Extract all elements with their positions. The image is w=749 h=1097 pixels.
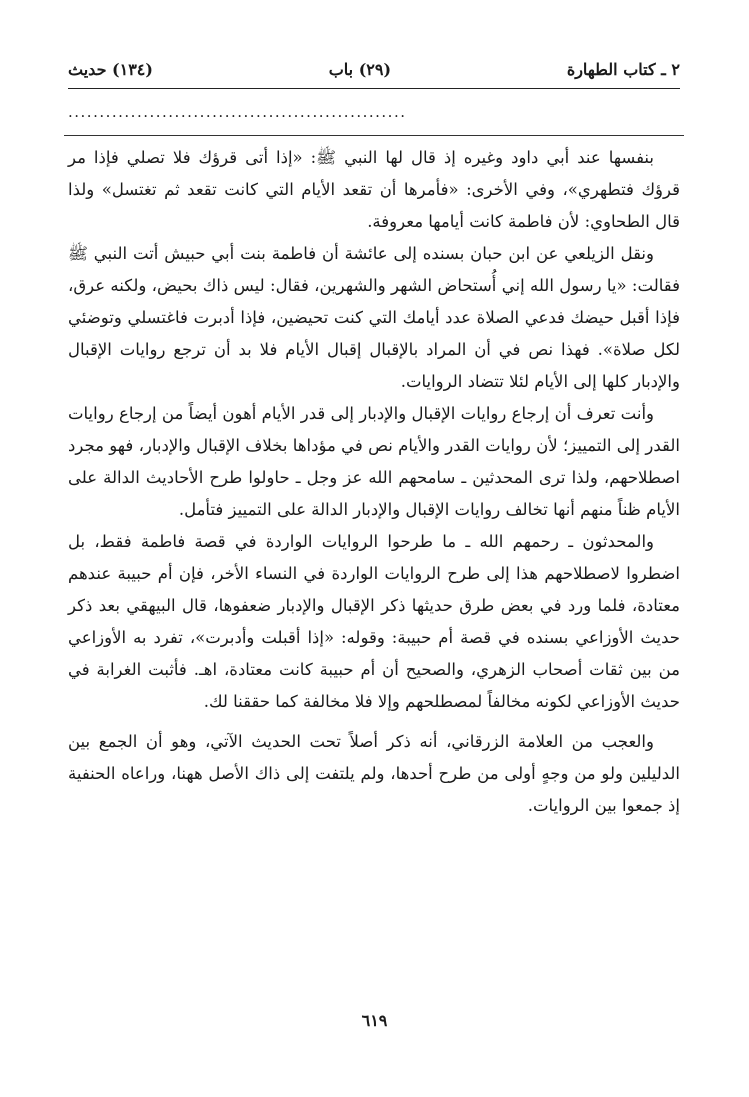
paragraph-3: وأنت تعرف أن إرجاع روايات الإقبال والإدبار إلى قدر الأيام أهون أيضاً من إرجاع روايات القدر إلى التمييز؛ لأن روايات القدر والأيام نص في مؤداها بخلاف الإقبال والإدبار، فهو مجرد اصطلاحهم، ولذا ترى المحدثين ـ سامحهم الله عز وجل ـ حاولوا طرح الأحاديث الدالة على الأيام ظناً منهم أنها تخالف روايات الإقبال والإدبار الدالة على التمييز فتأمل. bbox=[68, 404, 680, 519]
running-header bbox=[64, 56, 684, 88]
page-number: ٦١٩ bbox=[361, 1011, 388, 1030]
omitted-text-row bbox=[64, 89, 684, 135]
paragraph-5: والعجب من العلامة الزرقاني، أنه ذكر أصلاً تحت الحديث الآتي، وهو أن الجمع بين الدليلين ولو من وجهٍ أولى من طرح أحدها، ولم يلتفت إلى ذاك الأصل ههنا، وراعاه الحنفية إذ جمعوا بين الروايات. bbox=[68, 732, 680, 815]
paragraph-4: والمحدثون ـ رحمهم الله ـ ما طرحوا الروايات الواردة في قصة فاطمة فقط، بل اضطروا لاصطلاحهم هذا إلى طرح الروايات الواردة في النساء الأخر، فإن أم حبيبة عندهم معتادة، فلما ورد في بعض طرق حديثها ذكر الإقبال والإدبار ضعفوها، قال البيهقي بعد ذكر حديث الأوزاعي بسنده في قصة أم حبيبة: وقوله: «إذا أقبلت وأدبرت»، تفرد به الأوزاعي من بين ثقات أصحاب الزهري، والصحيح أن أم حبيبة كانت معتادة، اهـ. فأثبت الغرابة في حديث الأوزاعي لكونه مخالفاً لمصطلحهم وإلا فلا مخالفة كما حققنا لك. bbox=[68, 532, 680, 711]
section-title: (٢٩) باب bbox=[328, 60, 392, 79]
paragraph-1: بنفسها عند أبي داود وغيره إذ قال لها النبي ﷺ: «إذا أتى قرؤك فلا تصلي فإذا مر قرؤك فتطهري»، وفي الأخرى: «فأمرها أن تقعد الأيام التي كانت تقعد ثم تغتسل» ولذا قال الطحاوي: لأن فاطمة كانت أيامها معروفة. bbox=[68, 148, 680, 231]
commentary-text bbox=[64, 142, 684, 822]
body-divider bbox=[64, 135, 684, 136]
omitted-text-dots: ...................................................... bbox=[68, 103, 407, 121]
chapter-title: ٢ ـ كتاب الطهارة bbox=[566, 60, 680, 79]
paragraph-2: ونقل الزيلعي عن ابن حبان بسنده إلى عائشة أن فاطمة بنت أبي حبيش أتت النبي ﷺ فقالت: «يا رسول الله إني أُستحاض الشهر والشهرين، فقال: ليس ذاك بحيض، ولكنه عرق، فإذا أقبل حيضك فدعي الصلاة عدد أيامك التي كنت تحيضين، فإذا أدبرت فاغتسلي وتوضئي لكل صلاة». فهذا نص في أن المراد بالإقبال إقبال الأيام فلا بد أن ترجع روايات الإقبال والإدبار كلها إلى الأيام لئلا تتضاد الروايات. bbox=[68, 244, 680, 391]
hadith-number: (١٣٤) حديث bbox=[68, 60, 153, 79]
book-page bbox=[64, 56, 684, 822]
